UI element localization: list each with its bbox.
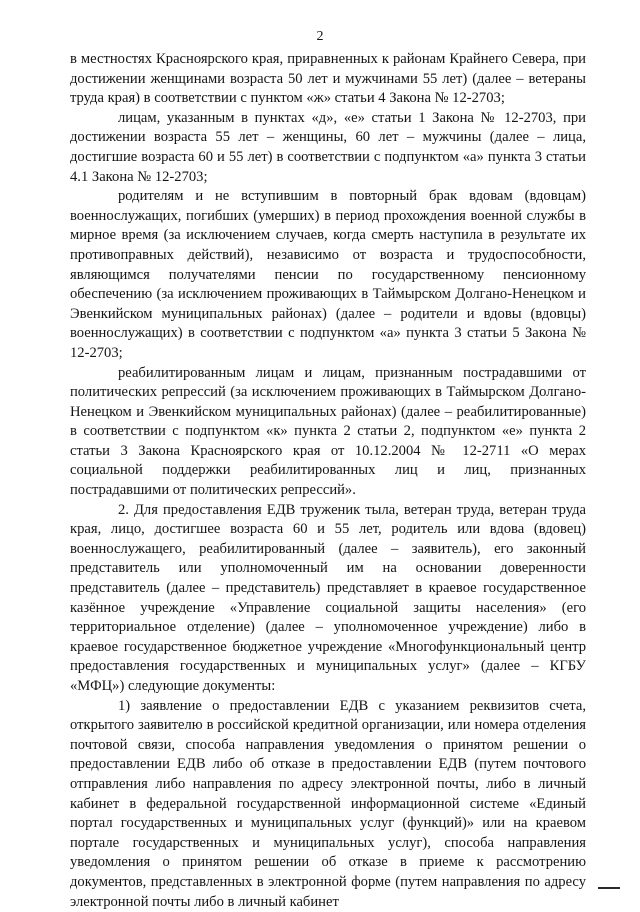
page-edge-mark [598,887,620,889]
paragraph-rehabilitated: реабилитированным лицам и лицам, признанным пострадавшими от политических репрессий (за исключением проживающих в Таймырском Долгано-Ненецком и Эвенкийском муниципальных районах) (далее – реабилитированные) в соответствии с подпунктом «к» пункта 2 статьи 2, подпунктом «е» пункта 2 статьи 3 Закона Красноярского края от 10.12.2004 № 12-2711 «О мерах социальной поддержки реабилитированных лиц и лиц, признанных пострадавшими от политических репрессий». [70,364,586,499]
paragraph-parents-widows: родителям и не вступившим в повторный брак вдовам (вдовцам) военнослужащих, погибших (умерших) в период прохождения военной службы в мирное время (за исключением случаев, когда смерть наступила в результате их противоправных действий), независимо от возраста и трудоспособности, являющимся получателями пенсии по государственному пенсионному обеспечению (за исключением проживающих в Таймырском Долгано-Ненецком и Эвенкийском муниципальных районах) (далее – родители и вдовы (вдовцы) военнослужащих) в соответствии с подпунктом «а» пункта 3 статьи 5 Закона № 12-2703; [70,188,586,361]
document-body [70,50,586,912]
paragraph-persons-reaching-age: лицам, указанным в пунктах «д», «е» статьи 1 Закона № 12-2703, при достижении возраста 55 лет – женщины, 60 лет – мужчины (далее – лица, достигшие возраста 60 и 55 лет) в соответствии с подпунктом «а» пункта 3 статьи 4.1 Закона № 12-2703; [70,109,586,185]
paragraph-veterans-continuation: в местностях Красноярского края, приравненных к районам Крайнего Севера, при достижении женщинами возраста 50 лет и мужчинами 55 лет) (далее – ветераны труда края) в соответствии с пунктом «ж» статьи 4 Закона № 12-2703; [70,51,586,107]
page-number: 2 [316,29,324,44]
paragraph-item-1-application: 1) заявление о предоставлении ЕДВ с указанием реквизитов счета, открытого заявителю в российской кредитной организации, или номера отделения почтовой связи, способа направления уведомления о принятом решении о предоставлении ЕДВ либо об отказе в предоставлении ЕДВ (путем почтового отправления либо направления по адресу электронной почты, либо в личный кабинет в федеральной государственной информационной системе «Единый портал государственных и муниципальных услуг (функций)» или на краевом портале государственных и муниципальных услуг), способа направления уведомления о принятом решении об отказе в приеме к рассмотрению документов, представленных в электронной форме (путем направления по адресу электронной почты либо в личный кабинет [70,697,586,910]
paragraph-section-2-documents: 2. Для предоставления ЕДВ труженик тыла, ветеран труда, ветеран труда края, лицо, достигшее возраста 60 и 55 лет, родитель или вдова (вдовец) военнослужащего, реабилитированный (далее – заявитель), его законный представитель или уполномоченный им на основании доверенности представитель (далее – представитель) представляет в краевое государственное казённое учреждение «Управление социальной защиты населения» (его территориальное отделение) (далее – уполномоченное учреждение) либо в краевое государственное бюджетное учреждение «Многофункциональный центр предоставления государственных и муниципальных услуг» (далее – КГБУ «МФЦ») следующие документы: [70,501,586,694]
